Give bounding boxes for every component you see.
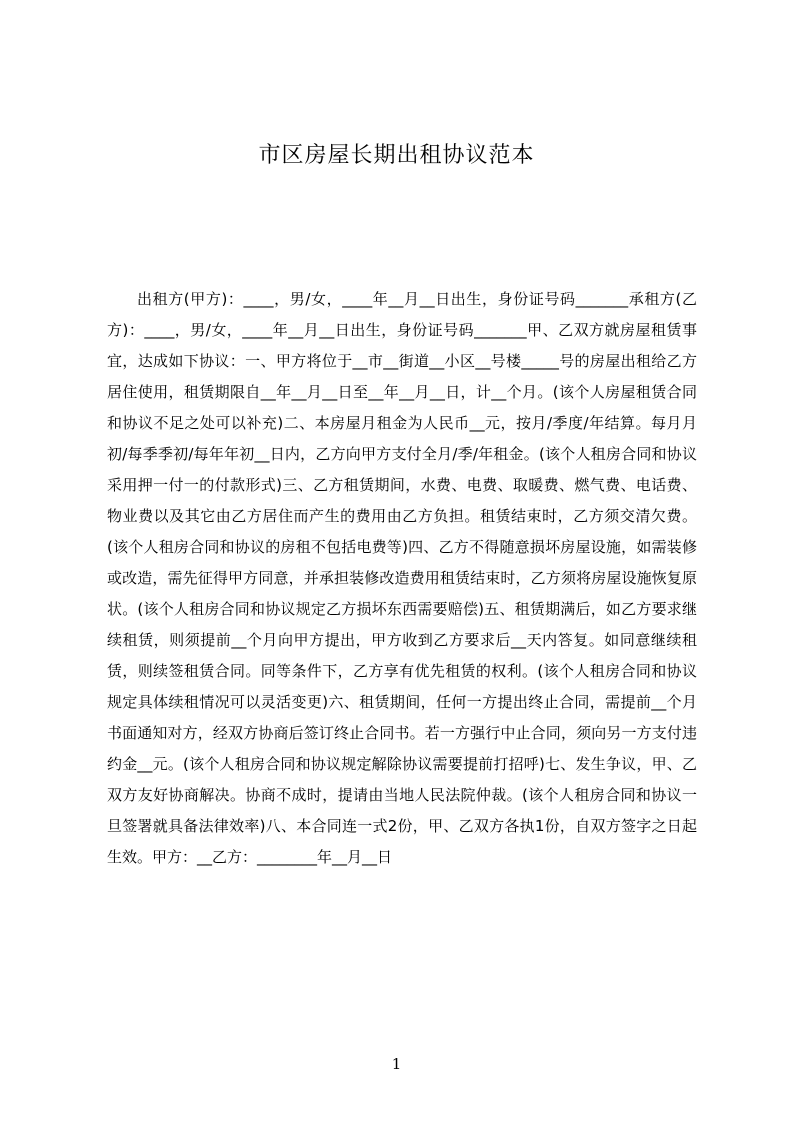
document-body: 出租方(甲方)：____，男/女，____年__月__日出生，身份证号码_______承租方(乙方)：____，男/女，____年__月__日出生，身份证号码_______甲、乙双方就房屋租赁事宜，达成如下协议：一、甲方将位于__市__街道__小区__号楼_____号的房屋出租给乙方居住使用，租赁期限自__年__月__日至__年__月__日，计__个月。(该个人房屋租赁合同和协议不足之处可以补充)二、本房屋月租金为人民币__元，按月/季度/年结算。每月月初/每季季初/每年年初__日内，乙方向甲方支付全月/季/年租金。(该个人租房合同和协议采用押一付一的付款形式)三、乙方租赁期间，水费、电费、取暖费、燃气费、电话费、物业费以及其它由乙方居住而产生的费用由乙方负担。租赁结束时，乙方须交清欠费。(该个人租房合同和协议的房租不包括电费等)四、乙方不得随意损坏房屋设施，如需装修或改造，需先征得甲方同意，并承担装修改造费用租赁结束时，乙方须将房屋设施恢复原状。(该个人租房合同和协议规定乙方损坏东西需要赔偿)五、租赁期满后，如乙方要求继续租赁，则须提前__个月向甲方提出，甲方收到乙方要求后__天内答复。如同意继续租赁，则续签租赁合同。同等条件下，乙方享有优先租赁的权利。(该个人租房合同和协议规定具体续租情况可以灵活变更)六、租赁期间，任何一方提出终止合同，需提前__个月书面通知对方，经双方协商后签订终止合同书。若一方强行中止合同，须向另一方支付违约金__元。(该个人租房合同和协议规定解除协议需要提前打招呼)七、发生争议，甲、乙双方友好协商解决。协商不成时，提请由当地人民法院仲裁。(该个人租房合同和协议一旦签署就具备法律效率)八、本合同连一式2份，甲、乙双方各执1份，自双方签字之日起生效。甲方：__乙方：________年__月__日 — [107, 290, 697, 866]
document-title: 市区房屋长期出租协议范本 — [258, 143, 535, 168]
page-number: 1 — [391, 1055, 402, 1073]
